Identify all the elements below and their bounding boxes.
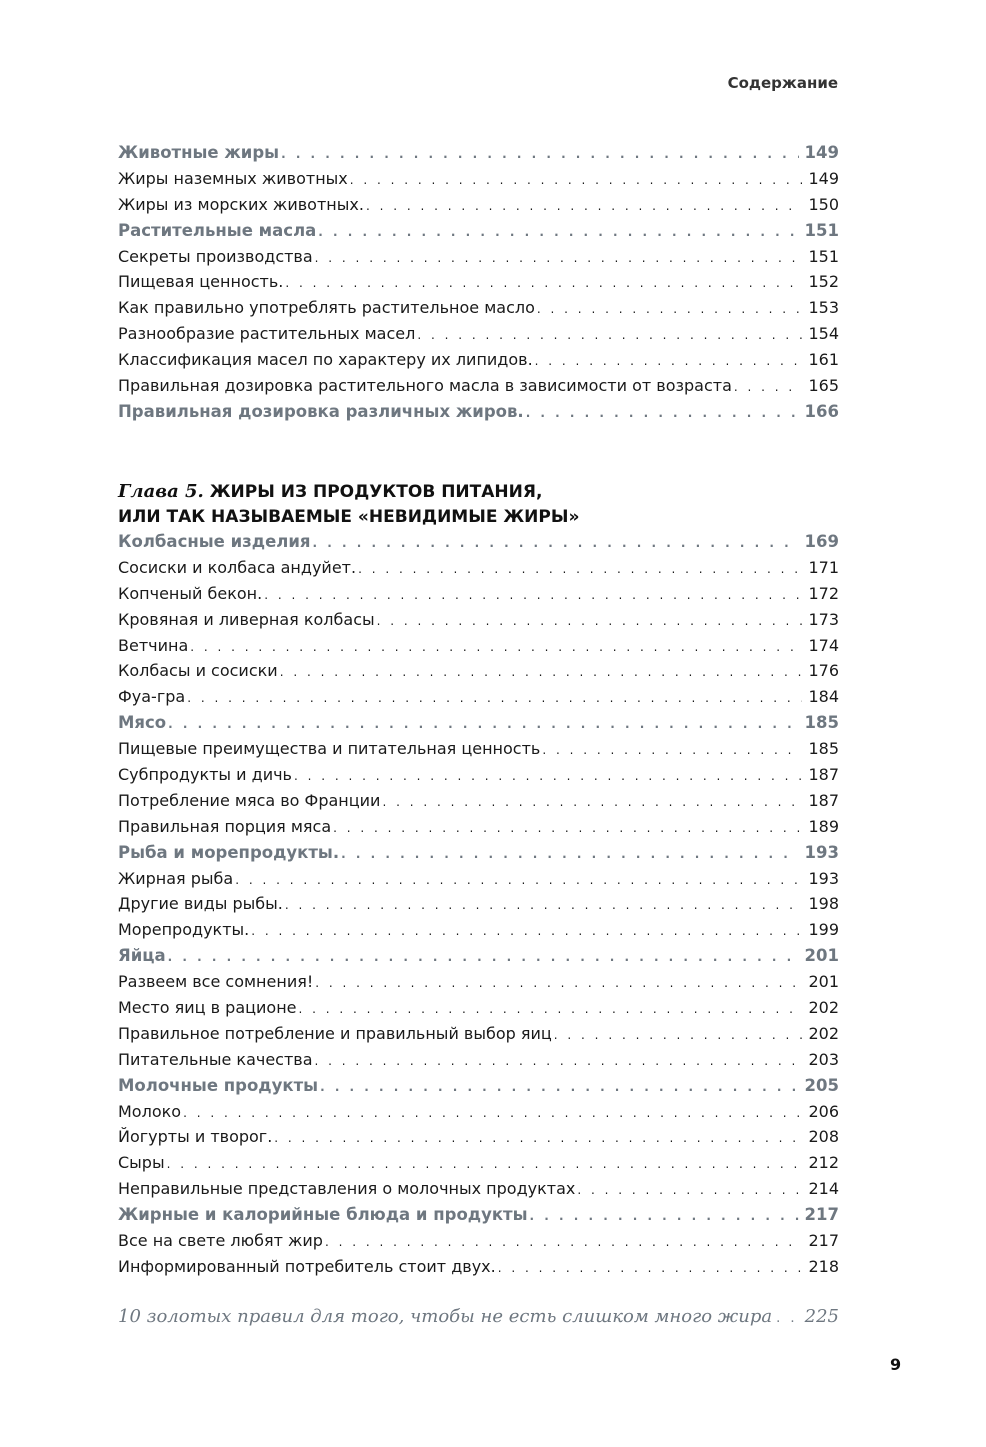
- toc-entry-page: 166: [804, 401, 839, 421]
- toc-entry-title: Колбасные изделия: [118, 532, 311, 551]
- toc-entry-page: 174: [808, 635, 839, 655]
- toc-entry-page: 187: [808, 790, 839, 810]
- toc-entry-page: 202: [808, 1023, 839, 1043]
- toc-entry[interactable]: [118, 817, 839, 843]
- toc-entry-page: 189: [808, 816, 839, 836]
- toc-entry-page: 217: [804, 1205, 839, 1225]
- toc-entry-page: 165: [808, 376, 839, 396]
- toc-entry-title: Ветчина: [118, 635, 189, 655]
- toc-entry[interactable]: [118, 1257, 839, 1283]
- toc-entry-title: Неправильные представления о молочных продуктах: [118, 1179, 576, 1199]
- leader-dots: [251, 924, 802, 938]
- page-number: 9: [890, 1355, 902, 1374]
- toc-entry[interactable]: [118, 1231, 839, 1257]
- chapter-number: Глава 5.: [118, 481, 204, 502]
- toc-entry-title: Животные жиры: [118, 143, 280, 162]
- toc-entry-page: 193: [804, 842, 839, 862]
- leader-dots: [285, 898, 803, 912]
- toc-entry[interactable]: [118, 739, 839, 765]
- toc-entry[interactable]: [118, 558, 839, 584]
- toc-entry[interactable]: [118, 869, 839, 895]
- toc-entry-title: Жиры наземных животных: [118, 168, 348, 188]
- leader-dots: [333, 821, 802, 835]
- toc-section-entry[interactable]: [118, 532, 839, 558]
- toc-entry[interactable]: [118, 1153, 839, 1179]
- toc-entry[interactable]: [118, 1024, 839, 1050]
- toc-entry-title: Правильная дозировка растительного масла в зависимости от возраста: [118, 376, 732, 396]
- toc-entry[interactable]: [118, 894, 839, 920]
- toc-entry-page: 187: [808, 765, 839, 785]
- toc-entry-title: Сыры: [118, 1153, 165, 1173]
- toc-section-entry[interactable]: [118, 946, 839, 972]
- toc-entry[interactable]: [118, 661, 839, 687]
- chapter-title: [118, 479, 579, 530]
- toc-entry-title: Пищевая ценность.: [118, 272, 284, 292]
- toc-entry-title: Йогурты и творог.: [118, 1127, 273, 1147]
- toc-entry[interactable]: [118, 972, 839, 998]
- toc-entry-page: 201: [804, 946, 839, 966]
- toc-entry[interactable]: [118, 998, 839, 1024]
- toc-entry[interactable]: [118, 298, 839, 324]
- toc-entry-page: 185: [804, 713, 839, 733]
- toc-entry-title: Молоко: [118, 1101, 182, 1121]
- leader-dots: [299, 1002, 803, 1016]
- leader-dots: [315, 976, 802, 990]
- leader-dots: [526, 406, 799, 420]
- toc-section-entry[interactable]: [118, 713, 839, 739]
- toc-entry-page: 172: [808, 583, 839, 603]
- toc-entry-title: Другие виды рыбы.: [118, 894, 283, 914]
- leader-dots: [734, 380, 803, 394]
- toc-block-chapter5: [118, 532, 839, 1283]
- toc-entry-page: 199: [808, 920, 839, 940]
- toc-entry-title: Жирные и калорийные блюда и продукты: [118, 1205, 528, 1225]
- toc-entry-page: 154: [808, 324, 839, 344]
- golden-rules-page: 225: [804, 1306, 839, 1327]
- toc-entry[interactable]: [118, 1127, 839, 1153]
- leader-dots: [350, 173, 803, 187]
- toc-entry-page: 173: [808, 609, 839, 629]
- toc-entry-title: Потребление мяса во Франции: [118, 790, 381, 810]
- leader-dots: [325, 1235, 803, 1249]
- leader-dots: [382, 795, 802, 809]
- toc-entry-title: Колбасы и сосиски: [118, 661, 278, 681]
- toc-entry-page: 152: [808, 272, 839, 292]
- toc-entry-title: Кровяная и ливерная колбасы: [118, 609, 375, 629]
- leader-dots: [318, 225, 798, 239]
- leader-dots: [554, 1028, 803, 1042]
- toc-block-fats: [118, 143, 839, 428]
- toc-entry[interactable]: [118, 791, 839, 817]
- toc-entry-page: 193: [808, 868, 839, 888]
- toc-entry-page: 151: [804, 220, 839, 240]
- leader-dots: [320, 1080, 798, 1094]
- leader-dots: [187, 691, 802, 705]
- toc-entry-title: Сосиски и колбаса андуйет.: [118, 557, 357, 577]
- toc-section-entry[interactable]: [118, 143, 839, 169]
- toc-entry-page: 185: [808, 739, 839, 759]
- toc-entry[interactable]: [118, 920, 839, 946]
- toc-section-entry[interactable]: [118, 221, 839, 247]
- leader-dots: [281, 147, 798, 161]
- toc-entry[interactable]: [118, 169, 839, 195]
- toc-entry-title: Все на свете любят жир: [118, 1231, 323, 1251]
- toc-entry[interactable]: [118, 1050, 839, 1076]
- toc-entry[interactable]: [118, 247, 839, 273]
- toc-entry-title: Молочные продукты: [118, 1075, 319, 1095]
- toc-entry-title: Растительные масла: [118, 220, 317, 240]
- chapter-title-line2: ИЛИ ТАК НАЗЫВАЕМЫЕ «НЕВИДИМЫЕ ЖИРЫ»: [118, 507, 580, 527]
- toc-entry-title: Разнообразие растительных масел: [118, 324, 416, 344]
- toc-entry-title: Правильная дозировка различных жиров.: [118, 401, 524, 421]
- toc-entry-page: 149: [804, 143, 839, 162]
- leader-dots: [577, 1183, 802, 1197]
- leader-dots: [535, 354, 803, 368]
- leader-dots: [235, 873, 802, 887]
- toc-entry-page: 176: [808, 661, 839, 681]
- toc-entry[interactable]: [118, 765, 839, 791]
- leader-dots: [313, 536, 799, 550]
- toc-entry-title: Пищевые преимущества и питательная ценность: [118, 739, 541, 759]
- running-head: Содержание: [727, 74, 838, 92]
- golden-rules-entry[interactable]: [118, 1306, 839, 1327]
- toc-entry-page: 208: [808, 1127, 839, 1147]
- leader-dots: [366, 199, 803, 213]
- leader-dots: [315, 251, 803, 265]
- toc-section-entry[interactable]: [118, 1205, 839, 1231]
- toc-entry[interactable]: [118, 636, 839, 662]
- toc-entry-page: 149: [808, 168, 839, 188]
- toc-entry[interactable]: [118, 272, 839, 298]
- toc-entry-page: 218: [808, 1256, 839, 1276]
- toc-entry[interactable]: [118, 195, 839, 221]
- toc-entry-page: 206: [808, 1101, 839, 1121]
- leader-dots: [358, 562, 802, 576]
- leader-dots: [190, 640, 802, 654]
- toc-entry-page: 214: [808, 1179, 839, 1199]
- toc-entry[interactable]: [118, 610, 839, 636]
- leader-dots: [377, 614, 803, 628]
- leader-dots: [530, 1209, 799, 1223]
- toc-entry-title: Питательные качества: [118, 1049, 313, 1069]
- leader-dots: [274, 1131, 802, 1145]
- leader-dots: [183, 1106, 802, 1120]
- toc-entry-page: 201: [808, 972, 839, 992]
- toc-entry-page: 202: [808, 998, 839, 1018]
- leader-dots: [167, 1157, 803, 1171]
- toc-section-entry[interactable]: [118, 402, 839, 428]
- leader-dots: [168, 717, 798, 731]
- leader-dots: [285, 276, 802, 290]
- toc-entry-title: Классификация масел по характеру их липидов.: [118, 350, 533, 370]
- toc-entry-page: 212: [808, 1153, 839, 1173]
- toc-entry-page: 203: [808, 1049, 839, 1069]
- toc-entry-page: 169: [804, 532, 839, 551]
- toc-entry-title: Яйца: [118, 946, 166, 966]
- toc-entry-page: 161: [808, 350, 839, 370]
- leader-dots: [537, 302, 803, 316]
- toc-entry-page: 184: [808, 687, 839, 707]
- leader-dots: [776, 1311, 799, 1326]
- toc-entry-title: Жирная рыба: [118, 868, 234, 888]
- toc-entry-page: 171: [808, 557, 839, 577]
- toc-entry[interactable]: [118, 1179, 839, 1205]
- toc-entry-title: Копченый бекон.: [118, 583, 263, 603]
- toc-entry[interactable]: [118, 324, 839, 350]
- toc-section-entry[interactable]: [118, 843, 839, 869]
- toc-entry-title: Субпродукты и дичь: [118, 765, 292, 785]
- toc-entry-title: Морепродукты.: [118, 920, 250, 940]
- leader-dots: [315, 1054, 803, 1068]
- leader-dots: [294, 769, 802, 783]
- toc-entry-title: Мясо: [118, 713, 167, 733]
- toc-entry-title: Секреты производства: [118, 246, 313, 266]
- toc-entry-title: Место яиц в рационе: [118, 998, 297, 1018]
- toc-entry[interactable]: [118, 376, 839, 402]
- leader-dots: [264, 588, 802, 602]
- leader-dots: [542, 743, 802, 757]
- toc-entry-page: 153: [808, 298, 839, 318]
- toc-entry-title: Информированный потребитель стоит двух.: [118, 1256, 496, 1276]
- leader-dots: [168, 950, 799, 964]
- toc-entry-title: Развеем все сомнения!: [118, 972, 314, 992]
- golden-rules-title: 10 золотых правил для того, чтобы не есть слишком много жира: [118, 1306, 773, 1327]
- leader-dots: [280, 665, 803, 679]
- toc-entry[interactable]: [118, 1102, 839, 1128]
- chapter-title-line1: ЖИРЫ ИЗ ПРОДУКТОВ ПИТАНИЯ,: [203, 482, 543, 502]
- leader-dots: [417, 328, 802, 342]
- toc-entry-page: 205: [804, 1075, 839, 1095]
- toc-entry[interactable]: [118, 350, 839, 376]
- toc-entry[interactable]: [118, 687, 839, 713]
- toc-entry-title: Как правильно употреблять растительное масло: [118, 298, 535, 318]
- toc-entry-page: 217: [808, 1231, 839, 1251]
- toc-section-entry[interactable]: [118, 1076, 839, 1102]
- toc-entry-page: 151: [808, 246, 839, 266]
- toc-entry-title: Фуа-гра: [118, 687, 186, 707]
- toc-entry-title: Правильная порция мяса: [118, 816, 332, 836]
- toc-entry-title: Рыба и морепродукты.: [118, 842, 340, 862]
- leader-dots: [341, 847, 798, 861]
- toc-entry-title: Жиры из морских животных.: [118, 194, 364, 214]
- toc-entry[interactable]: [118, 584, 839, 610]
- toc-entry-title: Правильное потребление и правильный выбор яиц: [118, 1023, 552, 1043]
- leader-dots: [498, 1261, 803, 1275]
- toc-entry-page: 150: [808, 194, 839, 214]
- toc-entry-page: 198: [808, 894, 839, 914]
